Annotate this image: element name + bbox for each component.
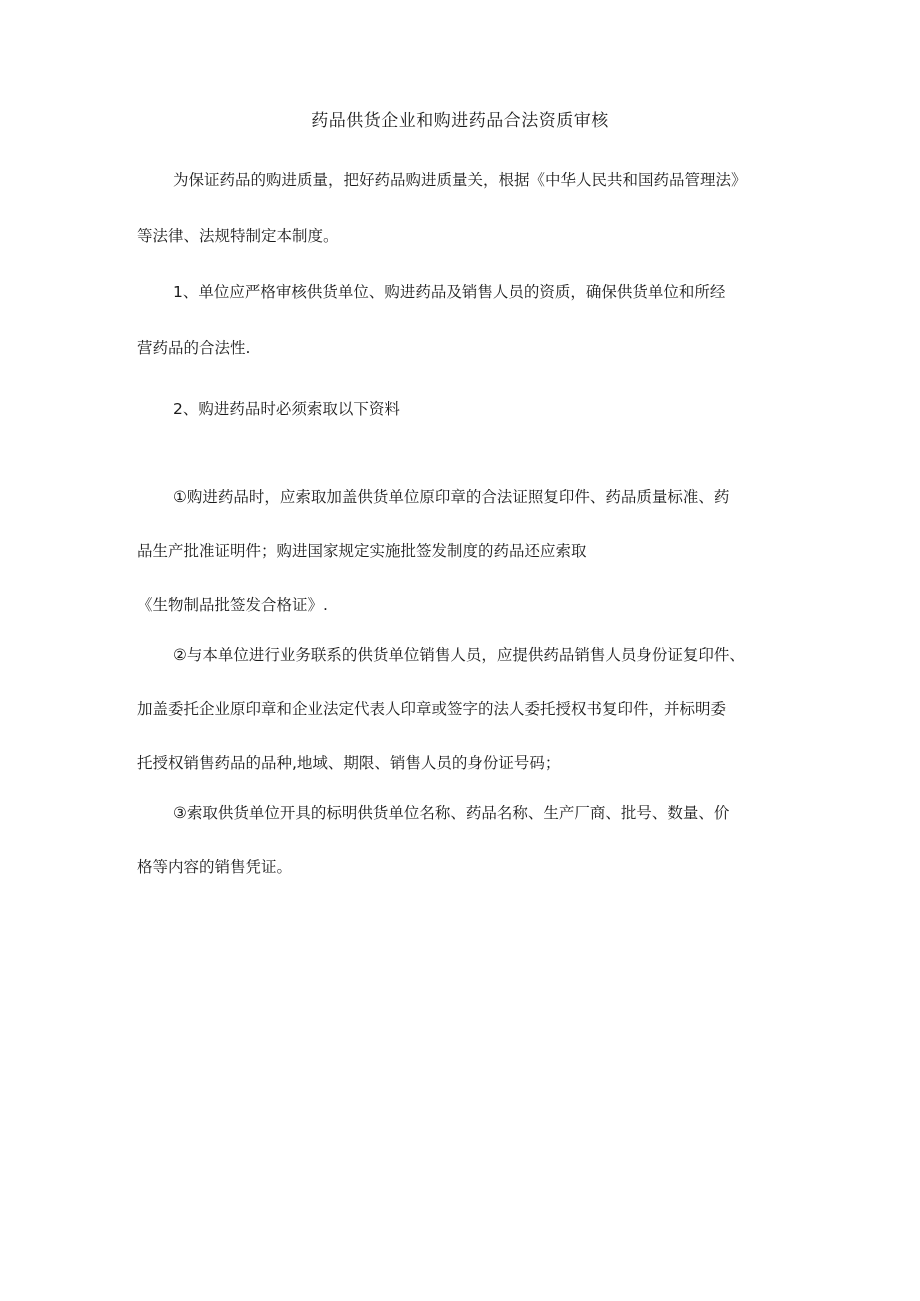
item-1-line-2: 营药品的合法性. bbox=[137, 339, 251, 357]
sub-item-1-paragraph bbox=[137, 470, 787, 632]
sub-item-3-paragraph bbox=[137, 786, 787, 894]
sub-item-2-line-1: ②与本单位进行业务联系的供货单位销售人员，应提供药品销售人员身份证复印件、 bbox=[173, 646, 745, 664]
sub-item-2-line-2: 加盖委托企业原印章和企业法定代表人印章或签字的法人委托授权书复印件，并标明委 bbox=[137, 700, 727, 718]
sub-item-1-line-2: 品生产批准证明件；购进国家规定实施批签发制度的药品还应索取 bbox=[137, 542, 587, 560]
document-title: 药品供货企业和购进药品合法资质审核 bbox=[311, 111, 609, 131]
sub-item-3-line-1: ③索取供货单位开具的标明供货单位名称、药品名称、生产厂商、批号、数量、价 bbox=[173, 804, 730, 822]
sub-item-2-line-3: 托授权销售药品的品种,地域、期限、销售人员的身份证号码； bbox=[137, 754, 561, 772]
intro-line-2: 等法律、法规特制定本制度。 bbox=[137, 227, 339, 245]
intro-paragraph bbox=[137, 152, 787, 264]
sub-item-2-paragraph bbox=[137, 628, 787, 790]
sub-item-3-line-2: 格等内容的销售凭证。 bbox=[137, 858, 293, 876]
item-1-paragraph bbox=[137, 264, 787, 376]
item-2-paragraph bbox=[137, 381, 787, 437]
sub-item-1-line-3: 《生物制品批签发合格证》. bbox=[137, 596, 328, 614]
intro-line-1: 为保证药品的购进质量，把好药品购进质量关，根据《中华人民共和国药品管理法》 bbox=[173, 171, 747, 189]
item-2-line-1: 2、购进药品时必须索取以下资料 bbox=[173, 400, 400, 418]
sub-item-1-line-1: ①购进药品时，应索取加盖供货单位原印章的合法证照复印件、药品质量标准、药 bbox=[173, 488, 730, 506]
item-1-line-1: 1、单位应严格审核供货单位、购进药品及销售人员的资质，确保供货单位和所经 bbox=[173, 283, 726, 301]
